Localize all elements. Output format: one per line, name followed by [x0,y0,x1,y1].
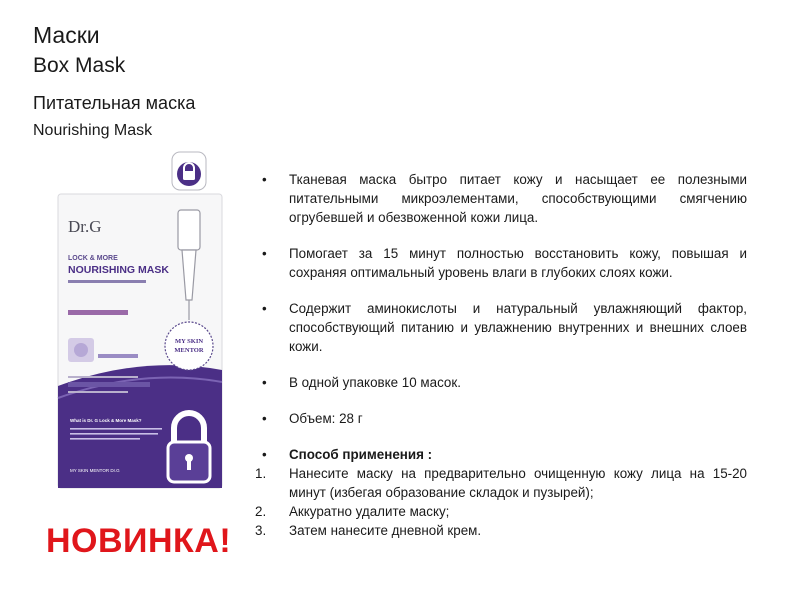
bullet-item: • Содержит аминокислоты и натуральный увлажняющий фактор, способствующий питанию и увлажнению внутренних и внешних слоев кожи. [262,299,747,356]
usage-step-number: 1. [255,466,267,481]
bullet-item: • Тканевая маска бытро питает кожу и насыщает ее полезными питательными микроэлементами, способствующими смягчению огрубевшей и обезвоженной кожи лица. [262,170,747,227]
usage-step [255,464,747,502]
usage-step-number: 2. [255,504,267,519]
category-subtitle: Box Mask [33,54,126,77]
lock-icon [172,152,206,190]
usage-step-text: Затем нанесите дневной крем. [289,523,482,538]
usage-step [255,502,747,521]
usage-step-text: Аккуратно удалите маску; [289,504,450,519]
package-question: What is Dr. G Lock & More Mask? [70,418,142,423]
package-line2: NOURISHING MASK [68,264,169,276]
skin-mentor-seal [165,322,213,370]
product-title: Питательная маска [33,93,196,113]
package-footer: MY SKIN MENTOR Dr.G [70,468,120,473]
usage-step-text: Нанесите маску на предварительно очищенную кожу лица на 15-20 минут (избегая образование складок и пузырей); [289,466,747,500]
usage-step-number: 3. [255,523,267,538]
new-badge: НОВИНКА! [46,522,232,560]
usage-title: • Способ применения : [262,445,747,464]
bullet-item: • Объем: 28 г [262,409,747,428]
usage-step [255,521,747,540]
mask-package-image [52,150,230,490]
svg-text:MENTOR: MENTOR [174,347,204,354]
package-brand: Dr.G [68,217,102,236]
bullet-item: • Помогает за 15 минут полностью восстановить кожу, повышая и сохраняя оптимальный уровень влаги в глубоких слоях кожи. [262,244,747,282]
svg-text:MY SKIN: MY SKIN [174,338,204,345]
product-description [255,170,747,540]
product-subtitle: Nourishing Mask [33,122,153,139]
category-title: Маски [33,22,100,48]
package-line1: LOCK & MORE [68,255,118,262]
bullet-item: • В одной упаковке 10 масок. [262,373,747,392]
